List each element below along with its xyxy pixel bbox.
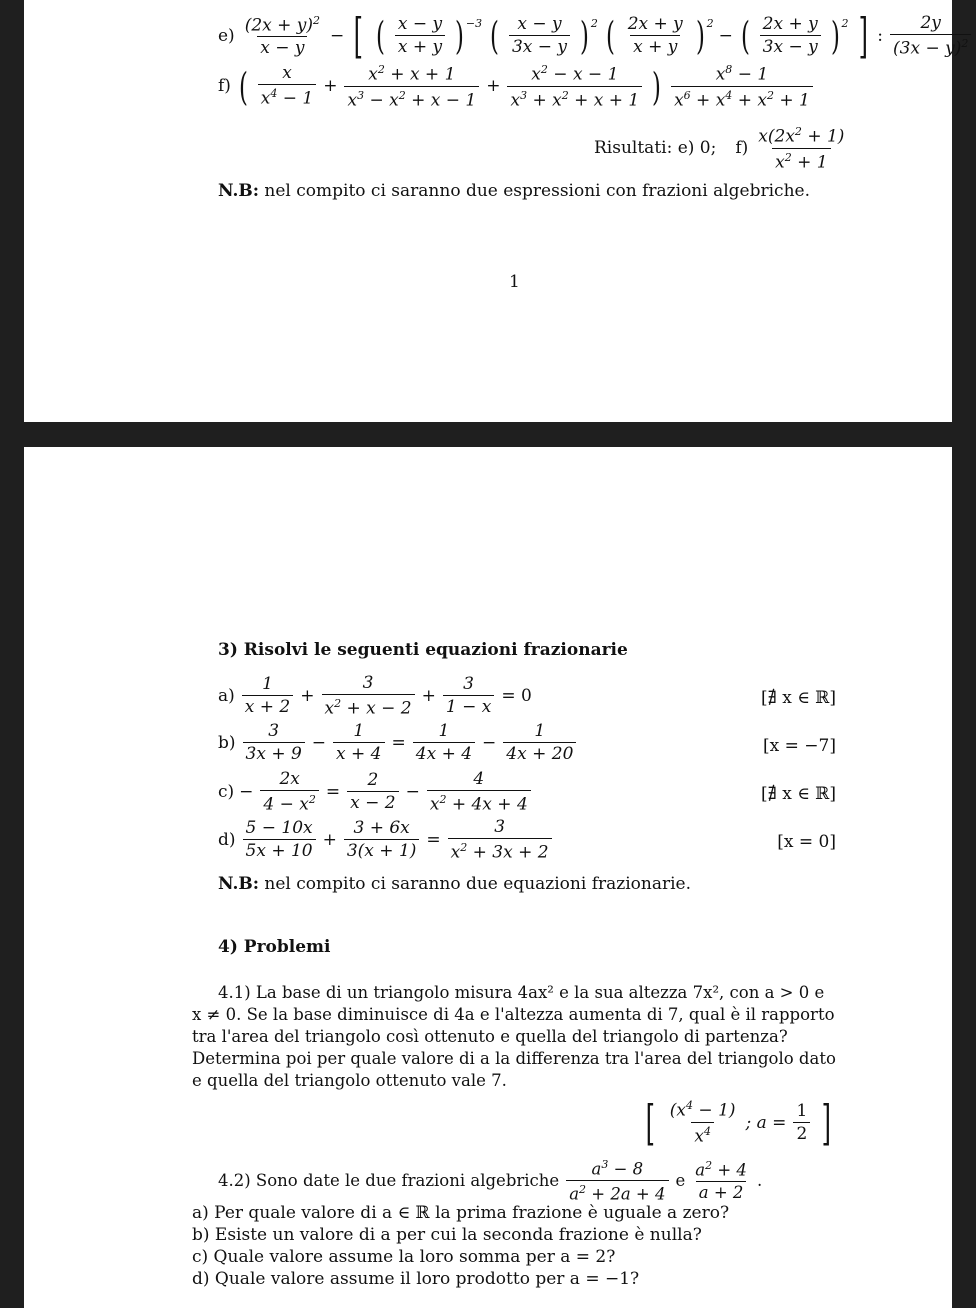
p42-and: e [675, 1170, 686, 1190]
nb-note-2 [218, 873, 691, 895]
section-3-title: 3) Risolvi le seguenti equazioni frazionarie [218, 640, 628, 660]
p42-question-d: d) Quale valore assume il loro prodotto per a = −1? [192, 1269, 640, 1289]
eq-d-label: d) [218, 829, 236, 850]
nb-text-2: nel compito ci saranno due equazioni frazionarie. [259, 874, 691, 894]
results-line: Risultati: e) 0; f) $\frac{x(2x^2 + 1)}{x^2 + 1}$ [594, 125, 845, 173]
p42-question-c: c) Quale valore assume la loro somma per a = 2? [192, 1247, 616, 1267]
equation-d: d) $\frac{5 - 10x}{5x + 10}$ + $\frac{3 + 6x}{3(x + 1)}$ = $\frac{3}{x^2 + 3x + 2}$ [218, 819, 554, 862]
nb-note-1 [218, 180, 810, 202]
eq-c-answer: [∄ x ∈ ℝ] [761, 784, 836, 804]
results-f-label: f) [735, 138, 749, 159]
item-f-label: f) [218, 76, 231, 97]
item-e-label: e) [218, 25, 235, 46]
page-number: 1 [509, 272, 520, 292]
eq-a-label: a) [218, 685, 235, 706]
expression-e: e) $\frac{(2x + y)^2}{x - y}$ − [ ( $\frac{x - y}{x + y}$ ) $^{-3}$ ( $\frac{x - y}{3x - y}$ ) $^2$ ( $\frac{2x + y}{x + y}$ ) $^2$ − ( $\frac{2x + y}{3x - y}$ ) $^2$ ] : $\frac{2y}{(3x - y)^2}$ [218, 12, 973, 60]
eq-b-answer: [x = −7] [763, 736, 836, 756]
equation-a: a) $\frac{1}{x + 2}$ + $\frac{3}{x^2 + x - 2}$ + $\frac{3}{1 - x}$ = 0 [218, 673, 532, 719]
p42-intro-text: 4.2) Sono date le due frazioni algebriche [218, 1170, 560, 1190]
eq-c-label: c) [218, 781, 235, 802]
nb-bold-2: N.B: [218, 874, 260, 894]
expression-f: f) ( $\frac{x}{x^4 - 1}$ + $\frac{x^2 + x + 1}{x^3 - x^2 + x - 1}$ + $\frac{x^2 - x - 1}{x^3 + x^2 + x + 1}$ ) $\frac{x^8 - 1}{x^6 + x^4 + x^2 + 1}$ [218, 64, 815, 109]
page-1 [24, 0, 969, 422]
eq-a-answer: [∄ x ∈ ℝ] [761, 688, 836, 708]
equation-b: b) $\frac{3}{3x + 9}$ − $\frac{1}{x + 4}$ = $\frac{1}{4x + 4}$ − $\frac{1}{4x + 20}$ [218, 723, 578, 763]
problem-4-1-text: 4.1) La base di un triangolo misura 4ax² e la sua altezza 7x², con a > 0 e x ≠ 0. Se la base diminuisce di 4a e l'altezza aumenta di 7, qual è il rapporto tra l'area del triangolo così ottenuto e quella del triangolo di partenza? Determina poi per quale valore di a la differenza tra l'area del triangolo dato e quella del triangolo ottenuto vale 7. [192, 983, 836, 1090]
nb-text-1: nel compito ci saranno due espressioni con frazioni algebriche. [259, 181, 810, 201]
section-4-title: 4) Problemi [218, 937, 331, 957]
page-2 [24, 447, 952, 1308]
results-prefix: Risultati: e) 0; [594, 138, 717, 159]
equation-c: c) − $\frac{2x}{4 - x^2}$ = $\frac{2}{x - 2}$ − $\frac{4}{x^2 + 4x + 4}$ [218, 771, 533, 814]
p42-question-b: b) Esiste un valore di a per cui la seconda frazione è nulla? [192, 1225, 702, 1245]
problem-4-1-answer: [ $\frac{(x^4 - 1)}{x^4}$ ; a = $\frac{1}{2}$ ] [645, 1095, 832, 1151]
p42-question-a: a) Per quale valore di a ∈ ℝ la prima frazione è uguale a zero? [192, 1203, 730, 1223]
eq-d-answer: [x = 0] [777, 832, 836, 852]
nb-bold-1: N.B: [218, 181, 260, 201]
problem-4-2-intro: 4.2) Sono date le due frazioni algebriche $\frac{a^3 - 8}{a^2 + 2a + 4}$ e $\frac{a^2 + 4}{a + 2}$ . [218, 1158, 763, 1204]
eq-b-label: b) [218, 732, 236, 753]
